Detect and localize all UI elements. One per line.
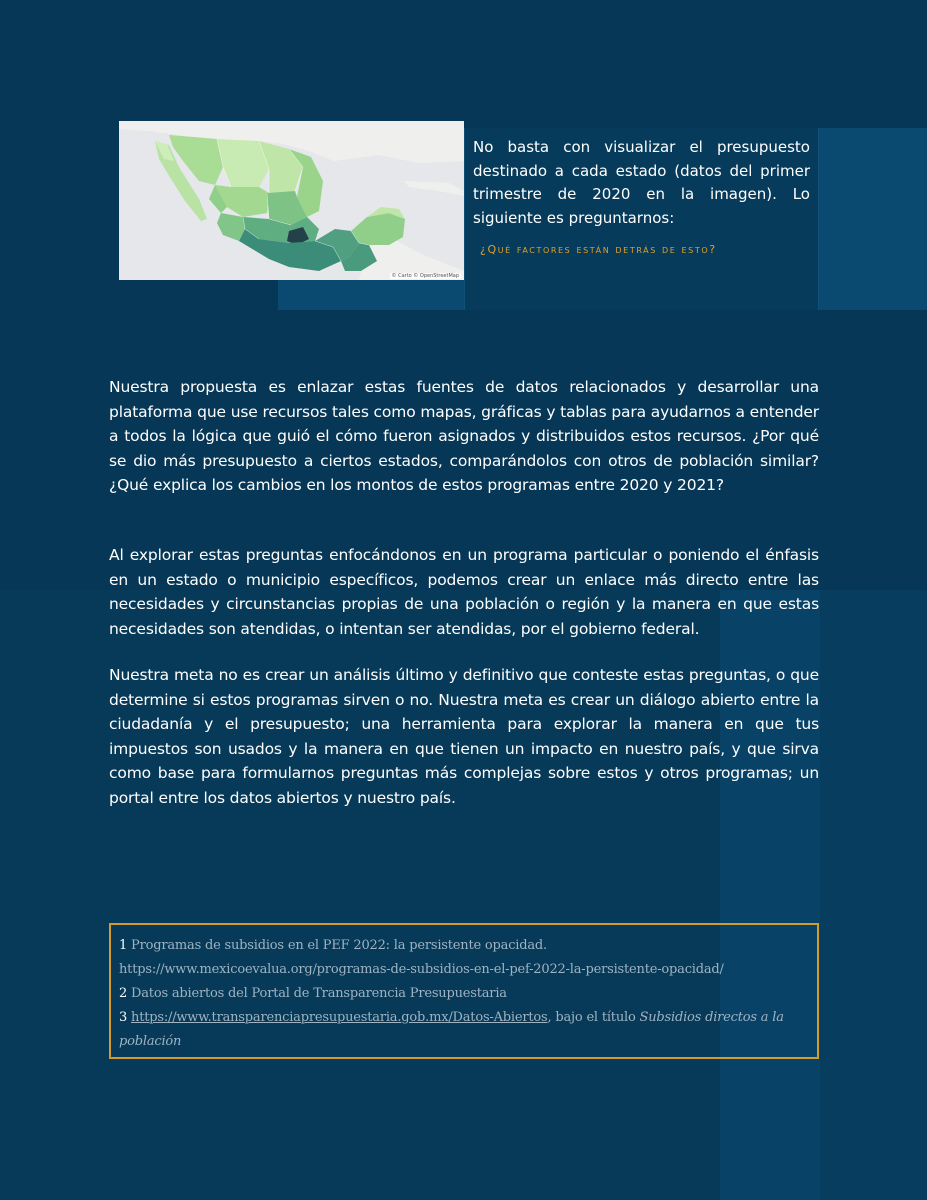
footnote-text: , bajo el título bbox=[547, 1010, 640, 1025]
footnote-url-text[interactable]: https://www.mexicoevalua.org/programas-de-subsidios-en-el-pef-2022-la-persistente-opacidad/ bbox=[119, 962, 724, 977]
intro-panel bbox=[464, 128, 819, 310]
footnote-number: 3 bbox=[119, 1010, 128, 1025]
map-attribution: © Carto © OpenStreetMap bbox=[391, 273, 459, 279]
footnote-text: Programas de subsidios en el PEF 2022: la persistente opacidad. bbox=[131, 938, 547, 953]
paragraph-goal: Nuestra meta no es crear un análisis último y definitivo que conteste estas preguntas, o que determine si estos programas sirven o no. Nuestra meta es crear un diálogo abierto entre la ciudadanía y el presupuesto; una herramienta para explorar la manera en que tus impuestos son usados y la manera en que tienen un impacto en nuestro país, y que sirva como base para formularnos preguntas más complejas sobre estos y otros programas; un portal entre los datos abiertos y nuestro país. bbox=[109, 666, 819, 807]
footnote-number: 2 bbox=[119, 986, 128, 1001]
footnote-1-url bbox=[119, 958, 809, 982]
mexico-budget-map-image bbox=[119, 121, 464, 280]
footnote-1 bbox=[119, 934, 809, 958]
footnote-2 bbox=[119, 982, 809, 1006]
footnote-3 bbox=[119, 1006, 809, 1054]
footnote-title: Subsidios directos a la población bbox=[119, 1010, 784, 1049]
footnote-link[interactable]: https://www.transparenciapresupuestaria.gob.mx/Datos-Abiertos bbox=[131, 1010, 548, 1025]
paragraph-explore: Al explorar estas preguntas enfocándonos en un programa particular o poniendo el énfasis en un estado o municipio específicos, podemos crear un enlace más directo entre las necesidades y circunstancias propias de una población o región y la manera en que estas necesidades son atendidas, o intentan ser atendidas, por el gobierno federal. bbox=[109, 546, 819, 638]
footnotes-box bbox=[109, 923, 819, 1059]
intro-text: No basta con visualizar el presupuesto destinado a cada estado (datos del primer trimestre de 2020 en la imagen). Lo siguiente es preguntarnos: bbox=[473, 138, 810, 227]
paragraph-proposal: Nuestra propuesta es enlazar estas fuentes de datos relacionados y desarrollar una plataforma que use recursos tales como mapas, gráficas y tablas para ayudarnos a entender a todos la lógica que guió el cómo fueron asignados y distribuidos estos recursos. ¿Por qué se dio más presupuesto a ciertos estados, comparándolos con otros de población similar? ¿Qué explica los cambios en los montos de estos programas entre 2020 y 2021? bbox=[109, 378, 819, 494]
intro-question: ¿Qué factores están detrás de esto? bbox=[480, 243, 717, 256]
background-panel-corner bbox=[820, 590, 927, 1200]
footnote-text: Datos abiertos del Portal de Transparencia Presupuestaria bbox=[131, 986, 507, 1001]
footnote-number: 1 bbox=[119, 938, 128, 953]
